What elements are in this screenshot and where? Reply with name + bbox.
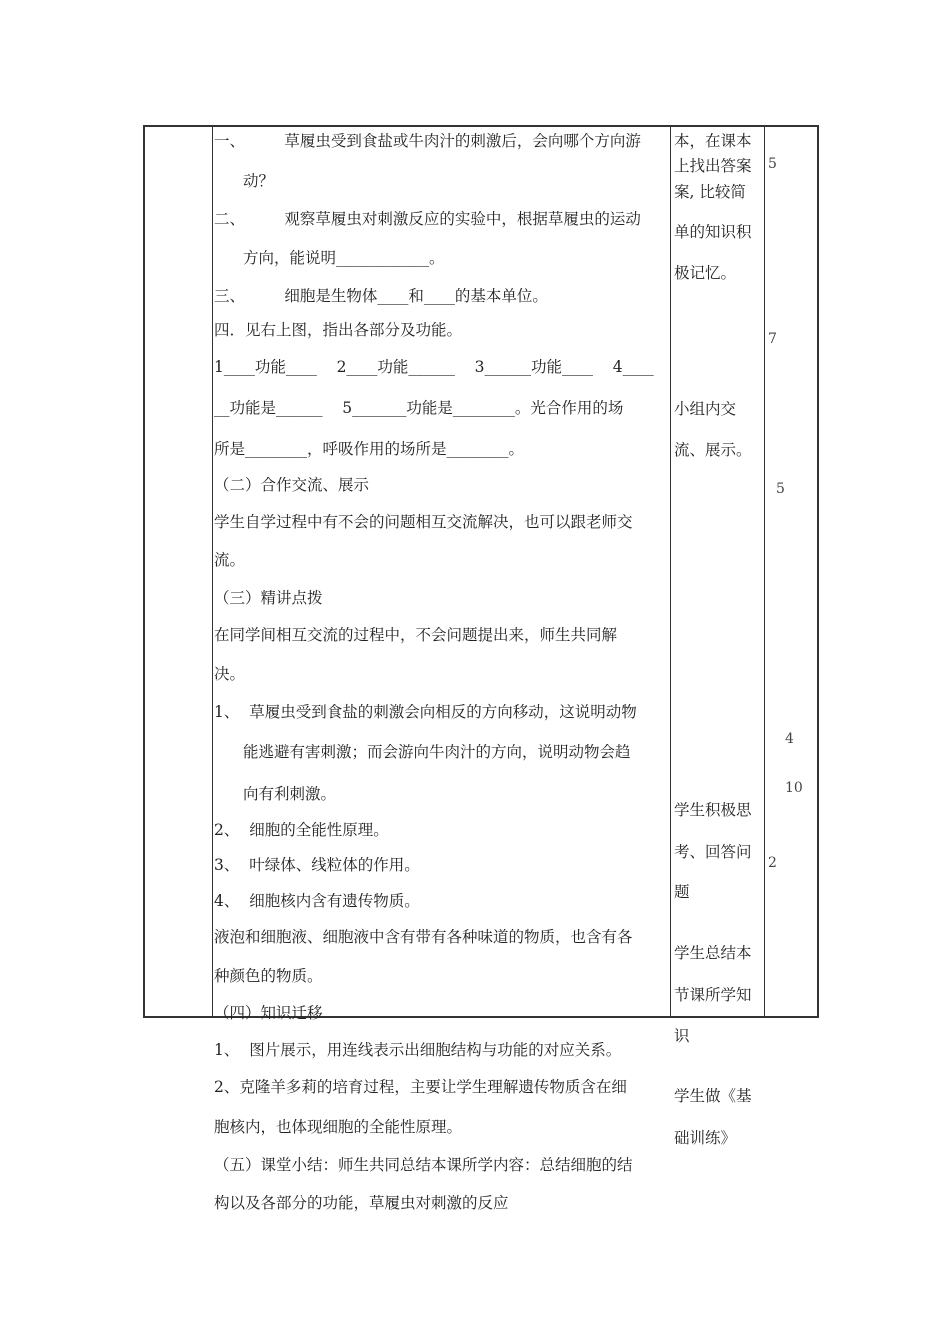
time-line: 5 xyxy=(768,156,777,172)
time-line: 4 xyxy=(785,731,794,747)
activity-line: 节课所学知 xyxy=(674,986,752,1004)
activity-line: 本，在课本 xyxy=(674,132,752,150)
column-divider-2 xyxy=(670,125,671,1018)
content-line: 能逃避有害刺激；而会游向牛肉汁的方向，说明动物会趋 xyxy=(243,743,631,761)
content-line: 2、克隆羊多莉的培育过程，主要让学生理解遗传物质含在细 xyxy=(214,1078,627,1096)
activity-line: 考、回答问 xyxy=(674,843,752,861)
content-line: （二）合作交流、展示 xyxy=(214,476,370,494)
content-line: 液泡和细胞液、细胞液中含有带有各种味道的物质，也含有各 xyxy=(214,928,633,946)
content-line: （五）课堂小结：师生共同总结本课所学内容：总结细胞的结 xyxy=(214,1156,633,1174)
content-line: （四）知识迁移 xyxy=(214,1004,323,1022)
content-line: 2、 细胞的全能性原理。 xyxy=(214,821,389,839)
activity-line: 上找出答案 xyxy=(674,157,752,175)
content-line: 1、 图片展示，用连线表示出细胞结构与功能的对应关系。 xyxy=(214,1041,622,1059)
content-line: 种颜色的物质。 xyxy=(214,967,323,985)
content-line: 3、 叶绿体、线粒体的作用。 xyxy=(214,856,420,874)
content-line: 动？ xyxy=(243,172,275,190)
content-line: 一、 草履虫受到食盐或牛肉汁的刺激后，会向哪个方向游 xyxy=(214,132,641,150)
activity-line: 小组内交 xyxy=(674,400,737,418)
content-line: 所是________，呼吸作用的场所是________。 xyxy=(214,440,525,458)
time-line: 2 xyxy=(768,855,777,871)
activity-line: 学生积极思 xyxy=(674,801,752,819)
activity-line: 学生做《基 xyxy=(674,1087,752,1105)
activity-line: 单的知识积 xyxy=(674,223,752,241)
content-line: 构以及各部分的功能，草履虫对刺激的反应 xyxy=(214,1194,509,1212)
activity-line: 流、展示。 xyxy=(674,441,752,459)
column-divider-3 xyxy=(764,125,765,1018)
content-line: 向有利刺激。 xyxy=(243,785,337,803)
activity-line: 题 xyxy=(674,883,690,901)
content-line: 三、 细胞是生物体____和____的基本单位。 xyxy=(214,287,548,305)
content-line: 在同学间相互交流的过程中，不会问题提出来，师生共同解 xyxy=(214,626,618,644)
content-line: __功能是______ 5_______功能是________。光合作用的场 xyxy=(214,399,624,417)
time-line: 10 xyxy=(785,780,803,796)
content-line: 流。 xyxy=(214,551,246,569)
content-line: 决。 xyxy=(214,665,246,683)
time-line: 5 xyxy=(776,481,785,497)
activity-line: 学生总结本 xyxy=(674,944,752,962)
content-line: 四．见右上图，指出各部分及功能。 xyxy=(214,321,463,339)
content-line: 方向，能说明____________。 xyxy=(243,249,445,267)
content-line: 4、 细胞核内含有遗传物质。 xyxy=(214,892,420,910)
activity-line: 识 xyxy=(674,1027,690,1045)
content-line: 二、 观察草履虫对刺激反应的实验中，根据草履虫的运动 xyxy=(214,210,641,228)
time-line: 7 xyxy=(768,331,777,347)
activity-line: 极记忆。 xyxy=(674,264,737,282)
content-line: 1、 草履虫受到食盐的刺激会向相反的方向移动，这说明动物 xyxy=(214,703,637,721)
activity-line: 案, 比较简 xyxy=(674,183,746,201)
column-divider-1 xyxy=(212,125,213,1018)
content-line: 胞核内，也体现细胞的全能性原理。 xyxy=(214,1118,463,1136)
activity-line: 础训练》 xyxy=(674,1129,737,1147)
content-line: 1____功能____ 2____功能______ 3______功能____ 4____ xyxy=(214,358,654,376)
content-line: 学生自学过程中有不会的问题相互交流解决，也可以跟老师交 xyxy=(214,513,633,531)
content-line: （三）精讲点拨 xyxy=(214,589,323,607)
